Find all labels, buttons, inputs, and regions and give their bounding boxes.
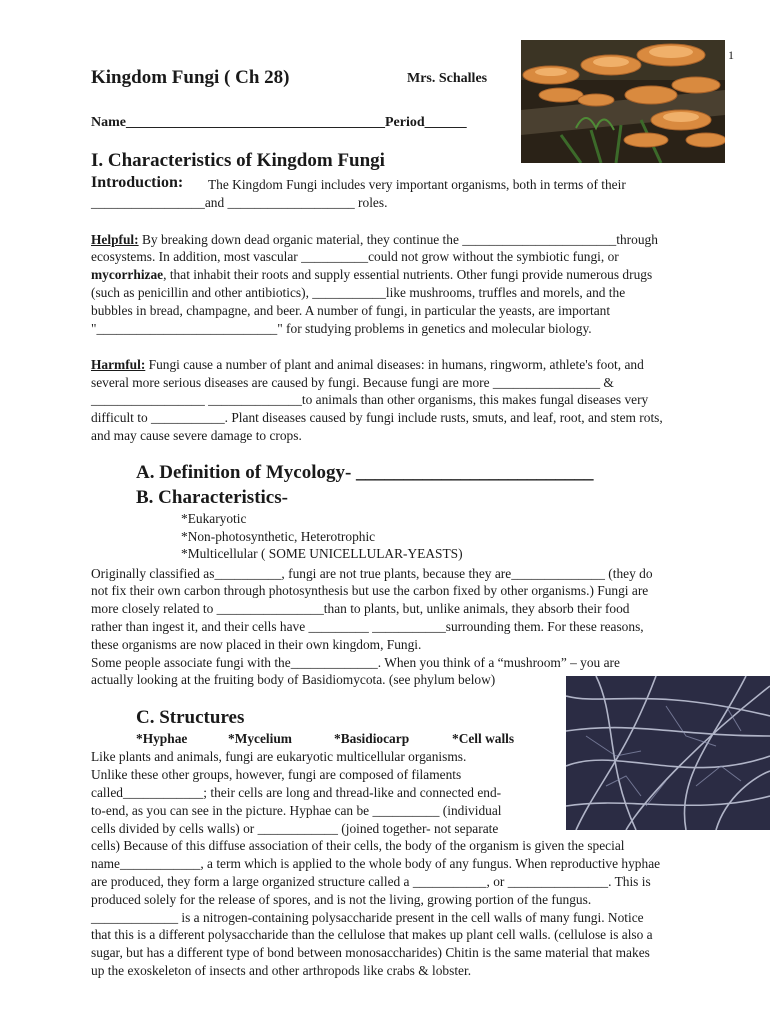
structures-line-3: called____________; their cells are long and thread-like and connected end-	[91, 785, 502, 800]
helpful-line-1: By breaking down dead organic material, they continue the _______________________through	[138, 232, 658, 247]
harmful-line-3: _________________ ______________to animals than other organisms, this makes fungal diseases very	[91, 392, 649, 407]
teacher-name: Mrs. Schalles	[407, 71, 488, 86]
characteristics-heading: B. Characteristics-	[136, 487, 288, 508]
helpful-line-4: (such as penicillin and other antibiotics), ___________like mushrooms, truffles and morels, and the	[91, 285, 626, 300]
intro-line-1: The Kingdom Fungi includes very important organisms, both in terms of their	[208, 177, 626, 192]
structure-term: *Basidiocarp	[334, 731, 410, 746]
structures-line-10: _____________ is a nitrogen-containing polysaccharide present in the cell walls of many fungi. Notice	[91, 910, 644, 925]
characteristic-item: *Eukaryotic	[181, 511, 247, 526]
characteristics-line-3: more closely related to ________________than to plants, but, unlike animals, they absorb their food	[91, 601, 630, 616]
structures-line-12: sugar, but has a different type of bond between monosaccharides) Chitin is the same material that makes	[91, 945, 650, 960]
structures-line-13: up the exoskeleton of insects and other arthropods like crabs & lobster.	[91, 963, 472, 978]
harmful-line-2: several more serious diseases are caused by fungi. Because fungi are more ________________ &	[91, 375, 614, 390]
structures-line-8: are produced, they form a large organized structure called a ___________, or _______________. This is	[91, 874, 651, 889]
helpful-paragraph-line	[91, 231, 658, 248]
harmful-line-1: Fungi cause a number of plant and animal diseases: in humans, ringworm, athlete's foot, and	[145, 357, 644, 372]
structures-line-11: that this is a different polysaccharide than the cellulose that makes up plant cell walls. (cellulose is also a	[91, 927, 653, 942]
harmful-label: Harmful:	[91, 357, 146, 372]
structures-line-9: produced solely for the release of spores, and is not the living, growing portion of the fungus.	[91, 892, 592, 907]
hyphae-micrograph	[566, 676, 770, 830]
characteristics-line-4: rather than ingest it, and their cells have _________ ___________surrounding them. For these reasons,	[91, 619, 644, 634]
helpful-label: Helpful:	[91, 232, 139, 247]
structures-line-7: name____________, a term which is applied to the whole body of any fungus. When reproductive hyphae	[91, 856, 661, 871]
structures-line-6: cells) Because of this diffuse association of their cells, the body of the organism is given the special	[91, 838, 625, 853]
bracket-fungi-photo	[521, 40, 725, 163]
structures-line-2: Unlike these other groups, however, fungi are composed of filaments	[91, 767, 462, 782]
mycology-definition-heading: A. Definition of Mycology- _________________________	[136, 462, 594, 483]
section-heading-characteristics: I. Characteristics of Kingdom Fungi	[91, 150, 385, 171]
introduction-label: Introduction:	[91, 174, 184, 191]
harmful-line-5: and may cause severe damage to crops.	[91, 428, 302, 443]
characteristic-item: *Multicellular ( SOME UNICELLULAR-YEASTS)	[181, 546, 463, 561]
intro-line-2: _________________and ___________________ roles.	[91, 195, 388, 210]
worksheet-title: Kingdom Fungi ( Ch 28)	[91, 67, 290, 88]
characteristics-line-2: not fix their own carbon through photosynthesis but use the carbon fixed by other organisms.) Fungi are	[91, 583, 649, 598]
characteristics-line-5: these organisms are now placed in their own kingdom, Fungi.	[91, 637, 422, 652]
helpful-line-3: mycorrhizae, that inhabit their roots and supply essential nutrients. Other fungi provide numerous drugs	[91, 267, 653, 282]
characteristics-line-6: Some people associate fungi with the_____________. When you think of a “mushroom” – you are	[91, 655, 620, 670]
structure-term: *Cell walls	[452, 731, 515, 746]
structures-line-1: Like plants and animals, fungi are eukaryotic multicellular organisms.	[91, 749, 467, 764]
structures-line-5: cells divided by cells walls) or ____________ (joined together- not separate	[91, 821, 499, 836]
name-period-line: Name_____________________________________Period______	[91, 115, 467, 130]
helpful-line-5: bubbles in bread, champagne, and beer. A number of fungi, in particular the yeasts, are important	[91, 303, 611, 318]
structures-line-4: to-end, as you can see in the picture. Hyphae can be __________ (individual	[91, 803, 502, 818]
characteristic-item: *Non-photosynthetic, Heterotrophic	[181, 529, 376, 544]
structure-term: *Mycelium	[228, 731, 292, 746]
harmful-paragraph-line	[91, 356, 644, 373]
structure-term: *Hyphae	[136, 731, 188, 746]
harmful-line-4: difficult to ___________. Plant diseases caused by fungi include rusts, smuts, and leaf, root, and stem rots,	[91, 410, 663, 425]
page-number: 1	[728, 48, 734, 62]
helpful-line-6: "___________________________" for studying problems in genetics and molecular biology.	[91, 321, 592, 336]
structures-heading: C. Structures	[136, 707, 245, 728]
helpful-line-2: ecosystems. In addition, most vascular __________could not grow without the symbiotic fungi, or	[91, 249, 619, 264]
characteristics-line-7: actually looking at the fruiting body of Basidiomycota. (see phylum below)	[91, 672, 496, 687]
characteristics-line-1: Originally classified as__________, fungi are not true plants, because they are______________ (they do	[91, 566, 653, 581]
